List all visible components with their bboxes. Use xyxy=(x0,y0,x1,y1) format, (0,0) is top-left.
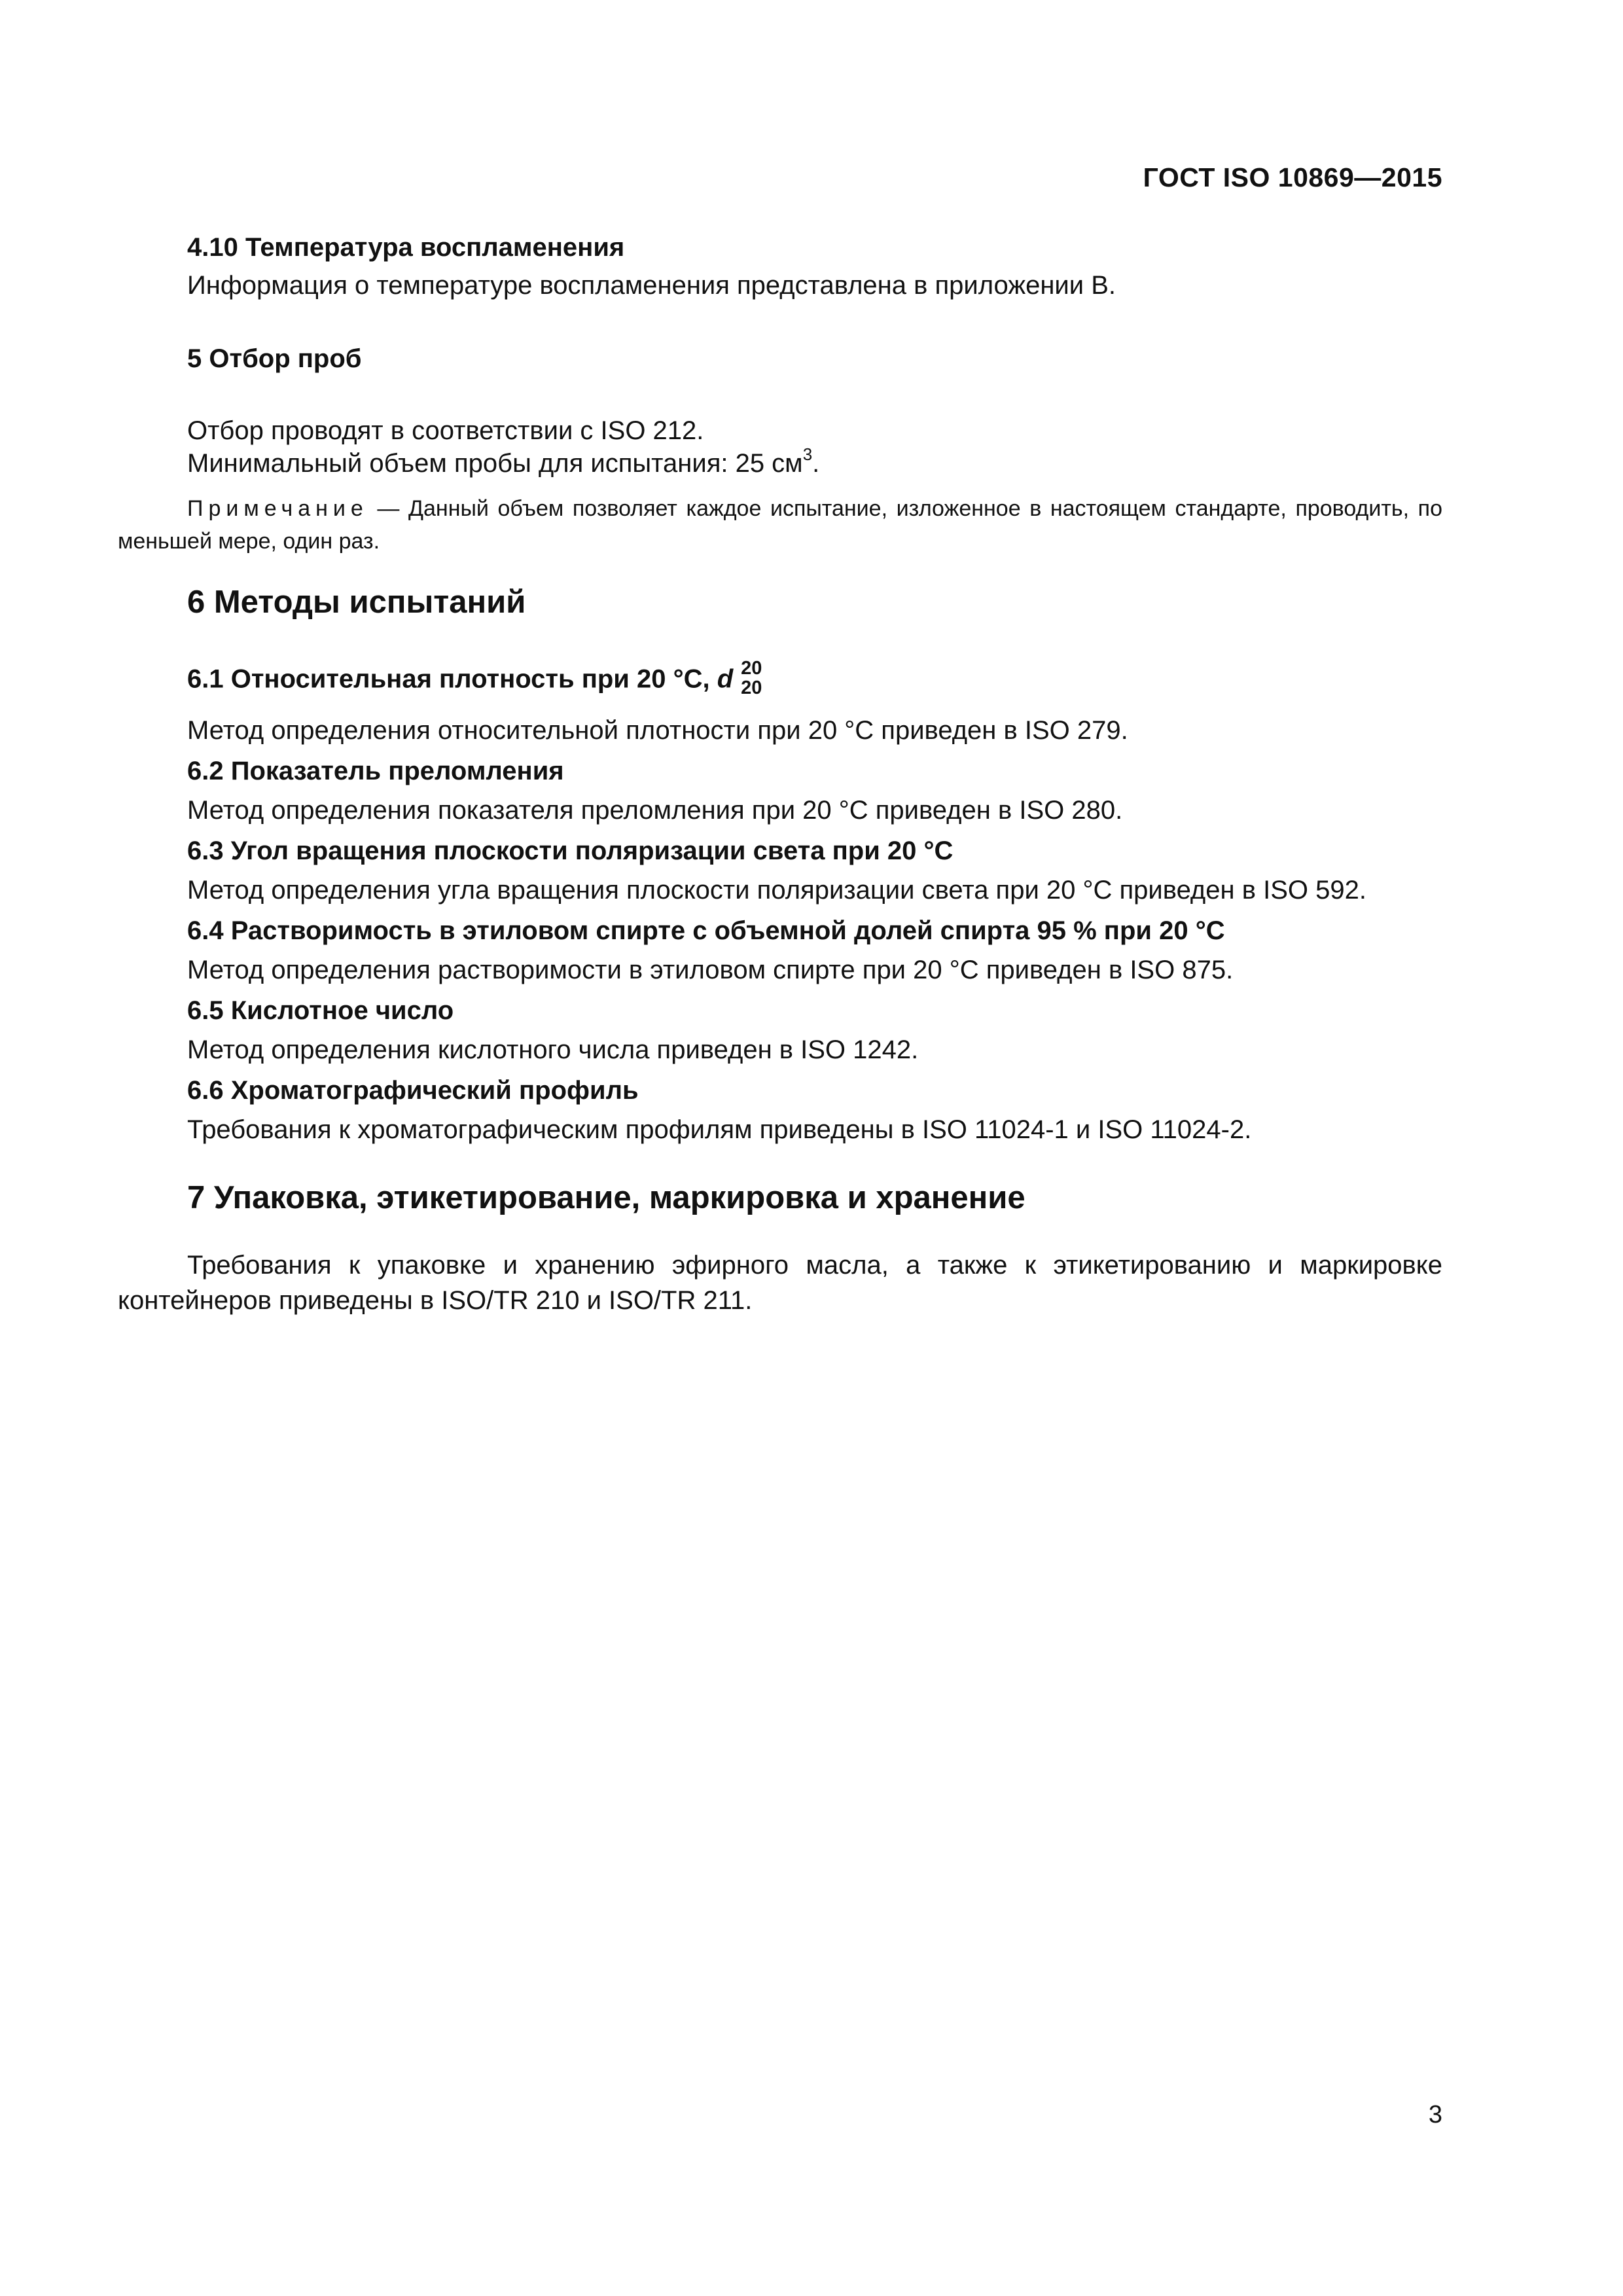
sample-volume-text: Минимальный объем пробы для испытания: 25 см xyxy=(187,449,803,478)
document-code-header: ГОСТ ISO 10869—2015 xyxy=(1143,162,1442,192)
section-6-4-text: Метод определения растворимости в этиловом спирте при 20 °С приведен в ISO 875. xyxy=(187,956,1234,984)
section-6-6-text: Требования к хроматографическим профилям приведены в ISO 11024-1 и ISO 11024-2. xyxy=(187,1115,1252,1144)
section-6-4-heading: 6.4 Растворимость в этиловом спирте с объемной долей спирта 95 % при 20 °С xyxy=(187,916,1225,945)
section-6-1-heading xyxy=(187,658,762,700)
cubic-superscript: 3 xyxy=(802,444,813,464)
section-6-1-text: Метод определения относительной плотности при 20 °С приведен в ISO 279. xyxy=(187,716,1128,745)
section-7-text: Требования к упаковке и хранению эфирного масла, а также к этикетированию и маркировке контейнеров приведены в ISO/TR 210 и ISO/TR 211. xyxy=(118,1251,1442,1315)
section-5-line-1: Отбор проводят в соответствии с ISO 212. xyxy=(187,416,704,445)
density-fraction xyxy=(741,658,762,698)
section-6-heading: 6 Методы испытаний xyxy=(187,584,526,620)
section-6-2-heading: 6.2 Показатель преломления xyxy=(187,757,564,785)
page-number: 3 xyxy=(1428,2101,1442,2128)
section-6-1-heading-text: 6.1 Относительная плотность при 20 °С, xyxy=(187,664,717,694)
note-label: Примечание xyxy=(187,496,368,521)
section-6-5-heading: 6.5 Кислотное число xyxy=(187,996,454,1025)
section-5-note xyxy=(118,492,1442,558)
note-text: — Данный объем позволяет каждое испытание, изложенное в настоящем стандарте, проводить, по меньшей мере, один раз. xyxy=(118,496,1442,554)
section-6-6-heading: 6.6 Хроматографический профиль xyxy=(187,1076,639,1105)
section-7-heading: 7 Упаковка, этикетирование, маркировка и хранение xyxy=(187,1180,1026,1215)
section-5-heading: 5 Отбор проб xyxy=(187,344,362,373)
section-6-5-text: Метод определения кислотного числа приведен в ISO 1242. xyxy=(187,1035,919,1064)
section-4-10-text: Информация о температуре воспламенения представлена в приложении В. xyxy=(187,271,1116,300)
fraction-bottom: 20 xyxy=(741,677,762,698)
section-6-3-heading: 6.3 Угол вращения плоскости поляризации света при 20 °С xyxy=(187,836,954,865)
sample-volume-end: . xyxy=(812,449,820,478)
section-6-2-text: Метод определения показателя преломления при 20 °С приведен в ISO 280. xyxy=(187,796,1123,825)
section-4-10-heading: 4.10 Температура воспламенения xyxy=(187,233,625,262)
section-5-line-2 xyxy=(187,444,820,478)
fraction-top: 20 xyxy=(741,658,762,679)
section-6-3-text: Метод определения угла вращения плоскости поляризации света при 20 °С приведен в ISO 592. xyxy=(187,876,1366,905)
density-symbol: d xyxy=(717,664,734,694)
